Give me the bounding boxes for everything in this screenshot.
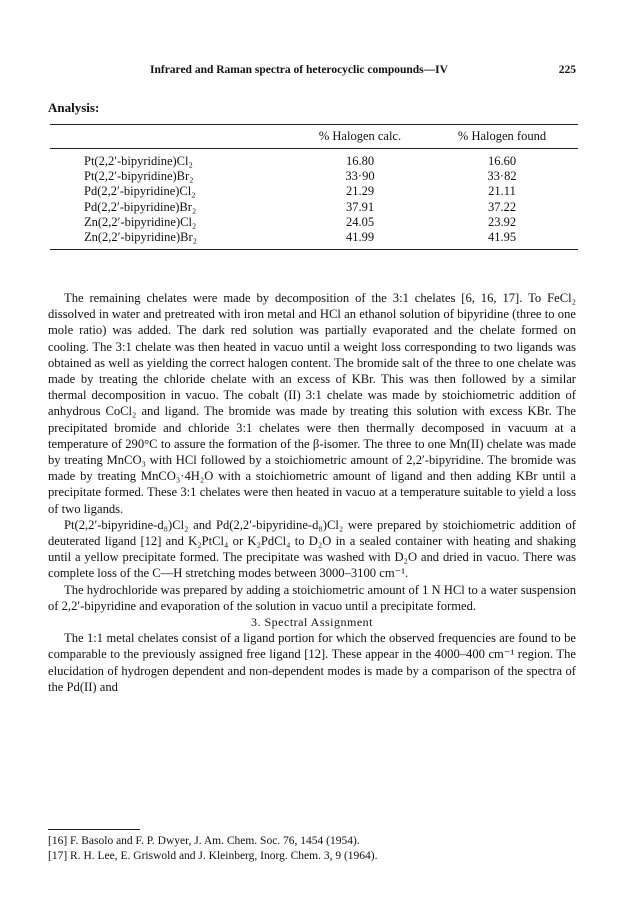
paragraph-deuterated: Pt(2,2′-bipyridine-d₈)Cl₂ and Pd(2,2′-bipyridine-d₈)Cl₂ were prepared by stoichiometric addition of deuterated ligand [12] and K₂PtCl₄ or K₂PdCl₄ to D₂O in a sealed container with heating and shaking until a yellow precipitate formed. The precipitate was washed with D₂O and dried in vacuo. There was complete loss of the C—H stretching modes between 3000–3100 cm⁻¹. [48,517,576,581]
calc-cell: 41.99 [294,230,426,250]
compound-cell: Pd(2,2′-bipyridine)Cl₂ [84,184,196,199]
found-cell: 41.95 [426,230,578,250]
table-header-row [50,125,578,149]
table-row [50,184,578,199]
found-cell: 37.22 [487,199,517,214]
table-header-cell [50,125,294,149]
compound-cell: Pd(2,2′-bipyridine)Br₂ [84,199,197,214]
calc-cell: 21.29 [345,184,375,199]
found-cell: 23.92 [487,214,517,229]
calc-cell: 37.91 [345,199,375,214]
running-header [150,64,576,76]
found-cell: 21.11 [488,184,516,199]
footnote-divider [48,829,140,830]
table-header-cell: % Halogen found [426,125,578,149]
calc-cell: 16.80 [345,154,375,168]
footnote-17: [17] R. H. Lee, E. Griswold and J. Kleinberg, Inorg. Chem. 3, 9 (1964). [48,850,378,862]
running-title: Infrared and Raman spectra of heterocyclic compounds—IV [150,64,448,76]
footnotes [48,834,576,864]
section-heading: 3. Spectral Assignment [251,615,373,630]
analysis-label: Analysis: [48,100,100,115]
table-row [50,169,578,184]
paragraph-hydrochloride: The hydrochloride was prepared by adding a stoichiometric amount of 1 N HCl to a water suspension of 2,2′-bipyridine and evaporation of the solution in vacuo until a precipitate formed. [48,582,577,613]
found-cell: 33·82 [487,169,517,184]
halogen-analysis-table [50,124,578,250]
paragraph-spectral-assignment: The 1:1 metal chelates consist of a ligand portion for which the observed frequencies are found to be comparable to the previously assigned free ligand [12]. These appear in the 4000–400 cm⁻¹ region. The elucidation of hydrogen dependent and non-dependent modes is made by a comparison of the spectra of the Pd(II) and [48,631,576,694]
calc-cell: 24.05 [345,214,375,229]
table-header-cell: % Halogen calc. [294,125,426,149]
paragraph-preparation: The remaining chelates were made by decomposition of the 3:1 chelates [6, 16, 17]. To FeCl₂ dissolved in water and pretreated with iron metal and HCl an ethanol solution of bipyridine (three to one mole ratio) was added. The dark red solution was partially evaporated and the chelate formed on cooling. The 3:1 chelate was then heated in vacuo until a weight loss corresponding to two ligands was obtained as well as yielding the correct halogen content. The bromide salt of the three to one chelate was made by treating the chloride chelate with an excess of KBr. This was then followed by a similar thermal decomposition in vacuo. The cobalt (II) 3:1 chelate was made by stoichiometric addition of anhydrous CoCl₂ and ligand. The bromide was made by treating this solution with excess KBr. The precipitated bromide and chloride 3:1 chelates were then thermally decomposed in vacuum at a temperature of 290°C to assure the formation of the β-isomer. The three to one Mn(II) chelate was made by treating MnCO₃ with HCl followed by a stoichiometric amount of 2,2′-bipyridine. The bromide was made by treating MnCO₃·4H₂O with a stoichiometric amount of ligand and then adding KBr until a precipitate formed. These 3:1 chelates were then heated in vacuo at a temperature suitable to yield a loss of two ligands. [48,291,576,516]
found-cell: 16.60 [487,154,517,168]
table-row [50,215,578,230]
compound-cell: Zn(2,2′-bipyridine)Cl₂ [84,214,197,229]
body-text [48,290,576,695]
compound-cell: Pt(2,2′-bipyridine)Br₂ [84,169,194,184]
footnote-16: [16] F. Basolo and F. P. Dwyer, J. Am. Chem. Soc. 76, 1454 (1954). [48,835,360,847]
page-number: 225 [558,64,576,76]
table-row [50,200,578,215]
table-row [50,149,578,170]
table-row [50,230,578,250]
compound-cell: Zn(2,2′-bipyridine)Br₂ [50,230,294,250]
calc-cell: 33·90 [345,169,375,184]
compound-cell: Pt(2,2′-bipyridine)Cl₂ [84,154,193,168]
